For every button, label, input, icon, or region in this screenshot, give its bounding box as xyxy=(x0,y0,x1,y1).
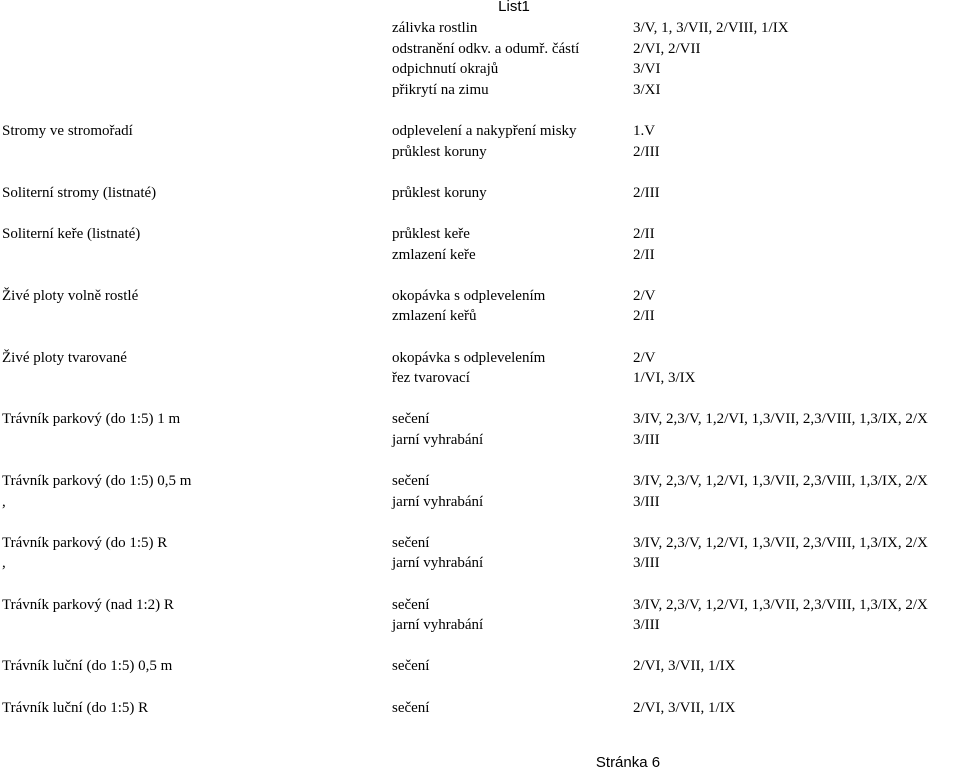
task-cell: přikrytí na zimu xyxy=(392,81,489,98)
schedule-cell: 2/VI, 3/VII, 1/IX xyxy=(633,699,736,716)
page-footer: Stránka 6 xyxy=(595,754,661,771)
task-cell: průklest keře xyxy=(392,225,470,242)
task-cell: zmlazení keřů xyxy=(392,308,477,325)
item-cell: Živé ploty tvarované xyxy=(2,349,127,366)
schedule-cell: 3/III xyxy=(633,617,660,634)
table-row xyxy=(0,615,960,636)
schedule-cell: 2/III xyxy=(633,143,660,160)
schedule-cell: 2/II xyxy=(633,308,655,325)
item-cell: Soliterní stromy (listnaté) xyxy=(2,184,157,201)
table-row xyxy=(0,698,960,719)
task-cell: sečení xyxy=(392,473,430,490)
item-cell: Trávník parkový (do 1:5) R xyxy=(2,534,168,551)
table-row xyxy=(0,553,960,574)
task-cell: zálivka rostlin xyxy=(392,20,478,36)
task-cell: průklest koruny xyxy=(392,143,487,160)
schedule-cell: 2/III xyxy=(633,184,660,201)
task-cell: jarní vyhrabání xyxy=(392,431,484,448)
item-cell: Trávník parkový (do 1:5) 1 m xyxy=(2,411,181,428)
table-row xyxy=(0,121,960,142)
schedule-cell: 3/V, 1, 3/VII, 2/VIII, 1/IX xyxy=(633,20,789,36)
item-cell: Trávník parkový (do 1:5) 0,5 m xyxy=(2,473,192,490)
schedule-cell: 3/III xyxy=(633,555,660,572)
schedule-cell: 2/VI, 2/VII xyxy=(633,40,701,57)
task-cell: odpichnutí okrajů xyxy=(392,61,499,78)
schedule-cell: 1.V xyxy=(633,122,656,139)
table-row xyxy=(0,39,960,60)
schedule-cell: 3/IV, 2,3/V, 1,2/VI, 1,3/VII, 2,3/VIII, 1,3/IX, 2/X xyxy=(633,534,928,551)
schedule-cell: 3/XI xyxy=(633,81,661,98)
item-cell: Stromy ve stromořadí xyxy=(2,122,133,139)
spacer-row xyxy=(0,636,960,657)
task-cell: jarní vyhrabání xyxy=(392,617,484,634)
schedule-cell: 2/II xyxy=(633,225,655,242)
spacer-row xyxy=(0,265,960,286)
task-cell: sečení xyxy=(392,411,430,428)
table-row xyxy=(0,286,960,307)
table-row xyxy=(0,80,960,101)
schedule-cell: 3/IV, 2,3/V, 1,2/VI, 1,3/VII, 2,3/VIII, 1,3/IX, 2/X xyxy=(633,473,928,490)
task-cell: okopávka s odplevelením xyxy=(392,349,546,366)
table-row xyxy=(0,492,960,513)
table-row xyxy=(0,306,960,327)
spacer-row xyxy=(0,327,960,348)
spacer-row xyxy=(0,450,960,471)
task-cell: jarní vyhrabání xyxy=(392,493,484,510)
schedule-cell: 2/II xyxy=(633,246,655,263)
table-row xyxy=(0,245,960,266)
schedule-cell: 2/V xyxy=(633,349,656,366)
task-cell: sečení xyxy=(392,534,430,551)
item-cell: , xyxy=(2,555,6,572)
spacer-row xyxy=(0,100,960,121)
table-row xyxy=(0,142,960,163)
schedule-cell: 2/V xyxy=(633,287,656,304)
table-row xyxy=(0,183,960,204)
spacer-row xyxy=(0,162,960,183)
spacer-row xyxy=(0,389,960,410)
schedule-cell: 2/VI, 3/VII, 1/IX xyxy=(633,658,736,675)
table-row xyxy=(0,59,960,80)
task-cell: řez tvarovací xyxy=(392,370,470,387)
item-cell: , xyxy=(2,493,6,510)
task-cell: sečení xyxy=(392,699,430,716)
spacer-row xyxy=(0,203,960,224)
task-cell: sečení xyxy=(392,658,430,675)
table-row xyxy=(0,18,960,39)
item-cell: Trávník luční (do 1:5) R xyxy=(2,699,149,716)
table-row xyxy=(0,656,960,677)
task-cell: jarní vyhrabání xyxy=(392,555,484,572)
spacer-row xyxy=(0,512,960,533)
spacer-row xyxy=(0,574,960,595)
table-row xyxy=(0,224,960,245)
table-row xyxy=(0,348,960,369)
maintenance-table xyxy=(0,18,960,718)
task-cell: průklest koruny xyxy=(392,184,487,201)
table-row xyxy=(0,368,960,389)
spacer-row xyxy=(0,677,960,698)
table-row xyxy=(0,471,960,492)
task-cell: zmlazení keře xyxy=(392,246,476,263)
sheet-title: List1 xyxy=(498,0,530,15)
schedule-cell: 3/III xyxy=(633,493,660,510)
task-cell: sečení xyxy=(392,596,430,613)
schedule-cell: 1/VI, 3/IX xyxy=(633,370,696,387)
table-row xyxy=(0,409,960,430)
schedule-cell: 3/III xyxy=(633,431,660,448)
item-cell: Soliterní keře (listnaté) xyxy=(2,225,141,242)
table-row xyxy=(0,595,960,616)
task-cell: odplevelení a nakypření misky xyxy=(392,122,577,139)
schedule-cell: 3/IV, 2,3/V, 1,2/VI, 1,3/VII, 2,3/VIII, 1,3/IX, 2/X xyxy=(633,411,928,428)
item-cell: Živé ploty volně rostlé xyxy=(2,287,139,304)
table-row xyxy=(0,430,960,451)
schedule-cell: 3/IV, 2,3/V, 1,2/VI, 1,3/VII, 2,3/VIII, 1,3/IX, 2/X xyxy=(633,596,928,613)
item-cell: Trávník parkový (nad 1:2) R xyxy=(2,596,174,613)
task-cell: odstranění odkv. a odumř. částí xyxy=(392,40,580,57)
item-cell: Trávník luční (do 1:5) 0,5 m xyxy=(2,658,173,675)
task-cell: okopávka s odplevelením xyxy=(392,287,546,304)
table-row xyxy=(0,533,960,554)
schedule-cell: 3/VI xyxy=(633,61,661,78)
